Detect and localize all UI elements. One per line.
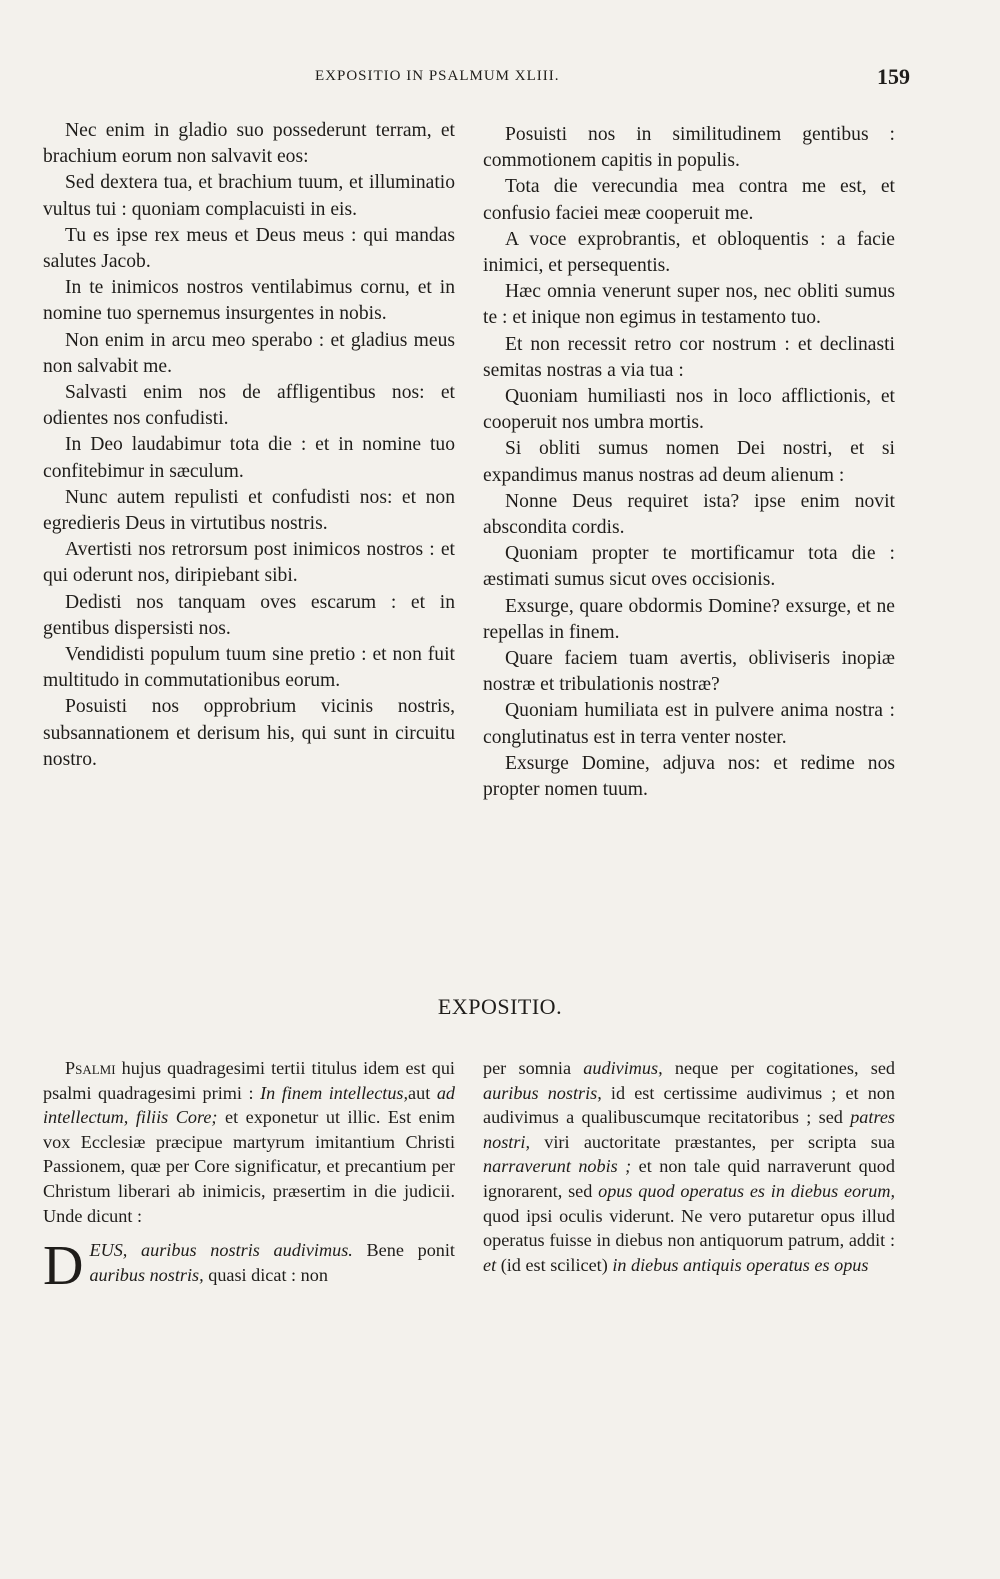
italic-run: EUS, auribus nostris audivimus.: [89, 1240, 353, 1261]
text-run: neque per cogitationes, sed: [662, 1058, 895, 1078]
text-run: quod ipsi oculis viderunt. Ne vero putaretur opus illud operatus fuisse in diebus non antiquorum patrum, addit :: [483, 1205, 895, 1251]
text-run: (id est scilicet): [496, 1254, 613, 1275]
commentary-paragraph: [43, 1056, 455, 1228]
italic-run: audivimus,: [583, 1058, 663, 1078]
verse: Tu es ipse rex meus et Deus meus : qui mandas salutes Jacob.: [43, 224, 455, 273]
verse: Vendidisti populum tuum sine pretio : et non fuit multitudo in commutationibus eorum.: [43, 644, 455, 692]
page-number: 159: [877, 64, 910, 89]
text-run: et exponetur ut illic. Est enim vox Ecclesiæ præcipue martyrum imitantium Christi Passionem, quæ per Core significatur, et precantium per Christum liberari ab inimicis, præsertim in die judicii. Unde dicunt :: [43, 1107, 456, 1226]
verse: Nonne Deus requiret ista? ipse enim novit abscondita cordis.: [483, 490, 895, 539]
verse: Hæc omnia venerunt super nos, nec obliti sumus te : et inique non egimus in testamento tuo.: [483, 281, 895, 329]
section-heading: EXPOSITIO.: [437, 994, 563, 1019]
verse: Exsurge Domine, adjuva nos: et redime nos propter nomen tuum.: [483, 752, 895, 801]
text-run: Bene ponit: [352, 1240, 455, 1261]
verses-right-column: [483, 122, 895, 803]
verse: Et non recessit retro cor nostrum : et declinasti semitas nostras a via tua :: [483, 333, 895, 381]
lead-word: Psalmi: [65, 1058, 116, 1078]
running-title: EXPOSITIO IN PSALMUM XLIII.: [315, 68, 560, 84]
italic-run: in diebus antiquis operatus es opus: [612, 1254, 869, 1275]
verse: A voce exprobrantis, et obloquentis : a facie inimici, et persequentis.: [483, 228, 895, 277]
verse: Quare faciem tuam avertis, obliviseris inopiæ nostræ et tribulationis nostræ?: [483, 648, 895, 696]
verse: Quoniam propter te mortificamur tota die : æstimati sumus sicut oves occisionis.: [483, 543, 895, 591]
verse: Quoniam humiliasti nos in loco afflictionis, et cooperuit nos umbra mortis.: [483, 386, 895, 434]
verse: In te inimicos nostros ventilabimus cornu, et in nomine tuo spernemus insurgentes in nobis.: [43, 277, 455, 325]
italic-run: In finem intellectus,: [260, 1082, 409, 1103]
verse: Posuisti nos in similitudinem gentibus : commotionem capitis in populis.: [483, 124, 895, 172]
verse: Sed dextera tua, et brachium tuum, et illuminatio vultus tui : quoniam complacuisti in eis.: [43, 172, 455, 220]
verse: Tota die verecundia mea contra me est, et confusio faciei meæ cooperuit me.: [483, 176, 895, 224]
verse: In Deo laudabimur tota die : et in nomine tuo confitebimur in sæculum.: [43, 434, 455, 482]
verse: Quoniam humiliata est in pulvere anima nostra : conglutinatus est in terra venter noster.: [483, 700, 895, 748]
text-run: quasi dicat : non: [203, 1264, 328, 1285]
text-run: id est certissime audivimus ; et non audivimus a qualibuscumque recitatoribus ; sed: [483, 1082, 895, 1128]
text-run: aut: [408, 1082, 437, 1103]
italic-run: narraverunt nobis ;: [483, 1156, 632, 1177]
italic-run: auribus nostris,: [483, 1082, 602, 1103]
verse: Non enim in arcu meo sperabo : et gladius meus non salvabit me.: [43, 329, 455, 377]
text-run: viri auctoritate præstantes, per scripta sua: [530, 1131, 895, 1152]
verse: Nec enim in gladio suo possederunt terram, et brachium eorum non salvavit eos:: [43, 120, 455, 168]
italic-run: ad intellectum, filiis Core;: [43, 1082, 455, 1128]
commentary-paragraph: [43, 1235, 455, 1298]
drop-cap: D: [43, 1235, 84, 1298]
verse: Dedisti nos tanquam oves escarum : et in gentibus dispersisti nos.: [43, 591, 455, 639]
text-run: hujus quadragesimi tertii titulus idem est qui psalmi quadragesimi primi :: [43, 1058, 455, 1103]
verse: Posuisti nos opprobrium vicinis nostris, subsannationem et derisum his, qui sunt in circuitu nostro.: [43, 696, 455, 770]
verse: Salvasti enim nos de affligentibus nos: et odientes nos confudisti.: [43, 382, 455, 430]
verse: Exsurge, quare obdormis Domine? exsurge, et ne repellas in finem.: [483, 595, 895, 643]
verse: Avertisti nos retrorsum post inimicos nostros : et qui oderunt nos, diripiebant sibi.: [43, 539, 455, 587]
commentary-left-column: [43, 1056, 456, 1298]
italic-run: et: [483, 1254, 497, 1275]
text-run: per somnia: [483, 1058, 584, 1078]
verse: Nunc autem repulisti et confudisti nos: et non egredieris Deus in virtutibus nostris.: [43, 486, 455, 535]
verses-left-column: [43, 118, 455, 773]
commentary-paragraph: [483, 1056, 895, 1277]
running-header: [40, 64, 910, 94]
italic-run: auribus nostris,: [89, 1264, 204, 1285]
commentary-right-column: [483, 1056, 895, 1277]
italic-run: patres nostri,: [483, 1107, 895, 1152]
verse: Si obliti sumus nomen Dei nostri, et si expandimus manus nostras ad deum alienum :: [483, 438, 895, 486]
text-run: et non tale quid narraverunt quod ignorarent, sed: [483, 1156, 895, 1201]
italic-run: opus quod operatus es in diebus eorum,: [598, 1180, 895, 1201]
